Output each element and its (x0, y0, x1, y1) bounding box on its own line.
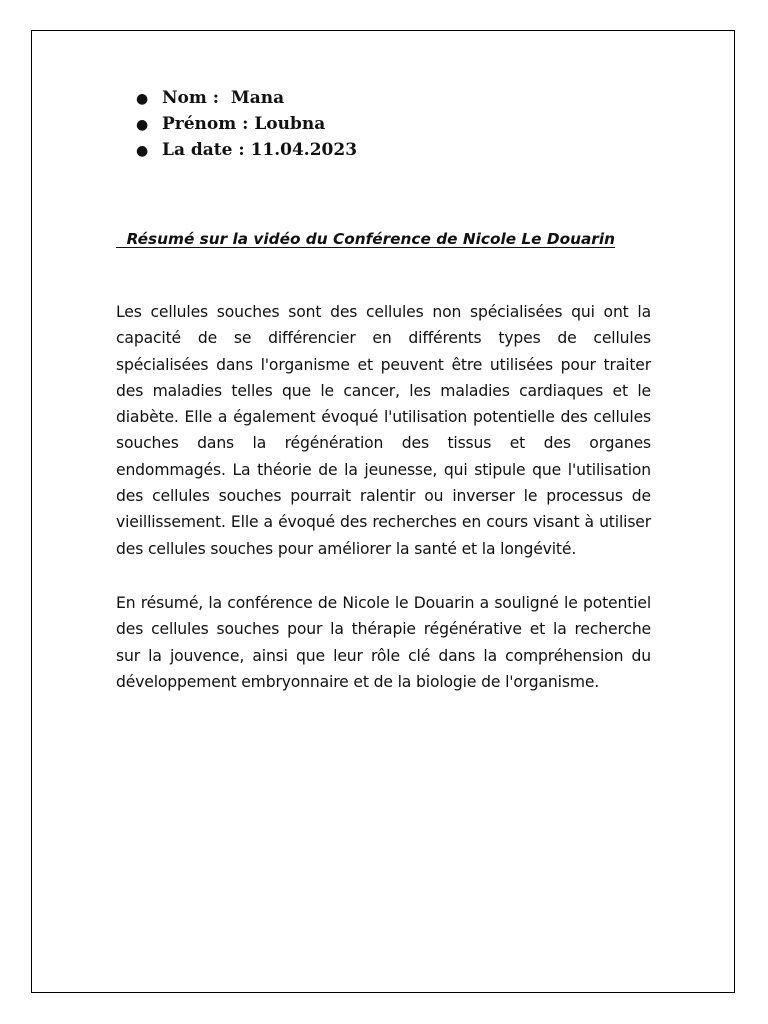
bullet-icon: ● (136, 143, 149, 159)
document-title: Résumé sur la vidéo du Conférence de Nicole Le Douarin (116, 230, 615, 248)
info-label-date: La date : 11.04.2023 (162, 140, 358, 160)
info-item-date (136, 140, 357, 166)
student-info-list (136, 88, 357, 166)
info-item-prenom (136, 114, 357, 140)
info-item-nom (136, 88, 357, 114)
paragraph-conclusion: En résumé, la conférence de Nicole le Douarin a souligné le potentiel des cellules souches pour la thérapie régénérative et la recherche sur la jouvence, ainsi que leur rôle clé dans la compréhension du développement embryonnaire et de la biologie de l'organisme. (116, 594, 651, 691)
info-label-nom: Nom : Mana (162, 88, 285, 108)
bullet-icon: ● (136, 117, 149, 133)
paragraph-summary: Les cellules souches sont des cellules non spécialisées qui ont la capacité de se différencier en différents types de cellules spécialisées dans l'organisme et peuvent être utilisées pour traiter des maladies telles que le cancer, les maladies cardiaques et le diabète. Elle a également évoqué l'utilisation potentielle des cellules souches dans la régénération des tissus et des organes endommagés. La théorie de la jeunesse, qui stipule que l'utilisation des cellules souches pourrait ralentir ou inverser le processus de vieillissement. Elle a évoqué des recherches en cours visant à utiliser des cellules souches pour améliorer la santé et la longévité. (116, 303, 651, 558)
info-label-prenom: Prénom : Loubna (162, 114, 326, 134)
bullet-icon: ● (136, 91, 149, 107)
